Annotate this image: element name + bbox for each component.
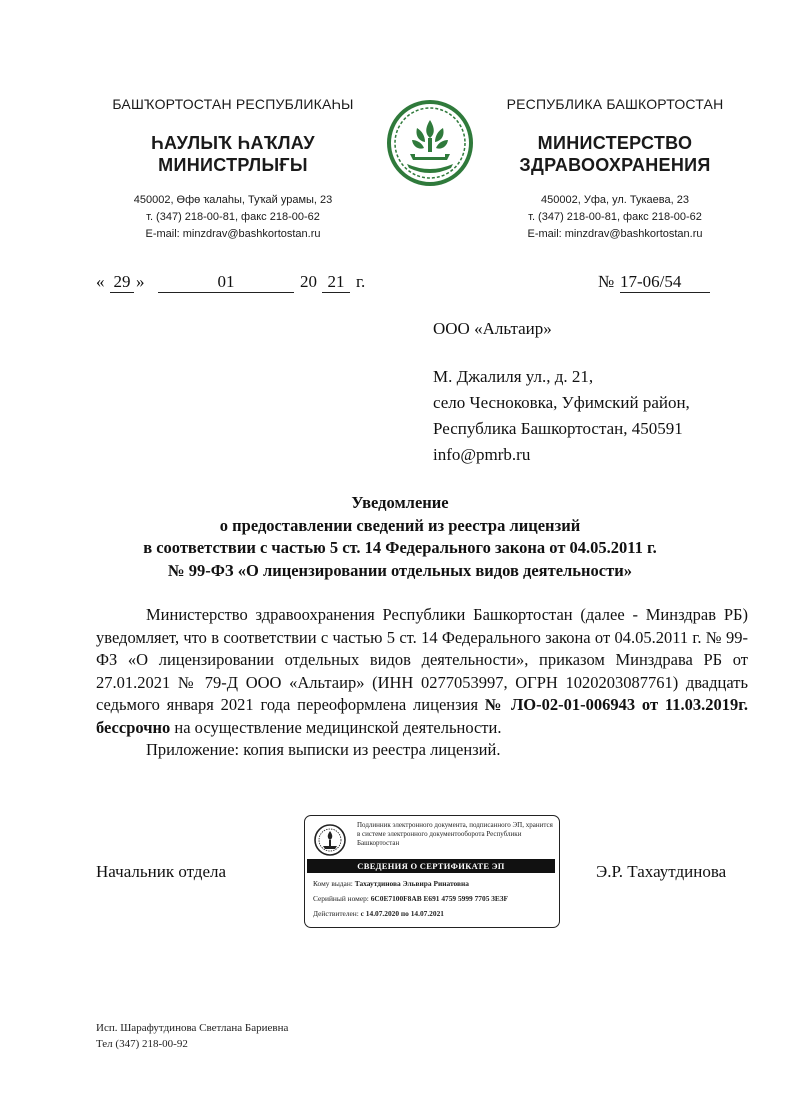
stamp-header-text: Подлинник электронного документа, подписанного ЭП, хранится в системе электронного документооборота Республики Башкортостан bbox=[357, 821, 553, 847]
date-month: 01 bbox=[158, 272, 294, 293]
header-left-email: E-mail: minzdrav@bashkortostan.ru bbox=[145, 228, 321, 240]
body-paragraph-1 bbox=[96, 604, 748, 739]
date-year-suffix: 21 bbox=[322, 272, 350, 293]
date-open-quote: « bbox=[96, 272, 105, 291]
title-line1: Уведомление bbox=[351, 493, 449, 512]
bashkortostan-emblem-icon bbox=[385, 98, 475, 188]
header-right-contacts bbox=[470, 192, 760, 243]
stamp-valid-value: с 14.07.2020 по 14.07.2021 bbox=[360, 909, 444, 918]
stamp-serial-value: 6С0Е7100F8AB E691 4759 5999 7705 3E3F bbox=[370, 894, 509, 903]
recipient-region: Республика Башкортостан, 450591 bbox=[433, 419, 683, 438]
doc-number: 17-06/54 bbox=[620, 272, 710, 293]
executor-footer bbox=[96, 1020, 288, 1052]
stamp-certificate-title: СВЕДЕНИЯ О СЕРТИФИКАТЕ ЭП bbox=[307, 859, 555, 873]
stamp-issued-to bbox=[313, 879, 469, 888]
header-right-ministry-line2: ЗДРАВООХРАНЕНИЯ bbox=[519, 155, 711, 175]
executor-name: Исп. Шарафутдинова Светлана Бариевна bbox=[96, 1022, 289, 1034]
header-left-ministry-line1: ҺАУЛЫҠ ҺАҠЛАУ bbox=[151, 133, 315, 153]
executor-phone: Тел (347) 218-00-92 bbox=[96, 1038, 188, 1050]
header-left-block bbox=[88, 96, 378, 243]
title-line3: в соответствии с частью 5 ст. 14 Федерального закона от 04.05.2011 г. bbox=[143, 538, 657, 557]
recipient-spacer bbox=[433, 342, 773, 364]
stamp-issued-to-label: Кому выдан: bbox=[313, 879, 353, 888]
body-para1-text: Министерство здравоохранения Республики Башкортостан (далее - Минздрав РБ) уведомляет, что в соответствии с частью 5 ст. 14 Федерального закона от 04.05.2011 г. № 99-ФЗ «О лицензировании отдельных видов деятельности», приказом Минздрава РБ от 27.01.2021 № 79-Д ООО «Альтаир» (ИНН 0277053997, ОГРН 1020203087761) двадцать седьмого января 2021 года переоформлена лицензия bbox=[96, 605, 748, 714]
header-right-ministry-line1: МИНИСТЕРСТВО bbox=[537, 133, 693, 153]
recipient-org: ООО «Альтаир» bbox=[433, 319, 552, 338]
header-right-block bbox=[470, 96, 760, 243]
header-left-phone: т. (347) 218-00-81, факс 218-00-62 bbox=[146, 211, 320, 223]
e-signature-stamp bbox=[304, 815, 560, 928]
stamp-serial bbox=[313, 894, 508, 903]
recipient-village: село Чесноковка, Уфимский район, bbox=[433, 393, 690, 412]
stamp-serial-label: Серийный номер: bbox=[313, 894, 369, 903]
header-left-ministry bbox=[88, 132, 378, 176]
recipient-block bbox=[433, 316, 773, 468]
stamp-valid-label: Действителен: bbox=[313, 909, 359, 918]
emblem-small-icon bbox=[313, 822, 347, 858]
header-left-ministry-line2: МИНИСТРЛЫҒЫ bbox=[158, 155, 308, 175]
body-paragraph-2: Приложение: копия выписки из реестра лицензий. bbox=[146, 740, 501, 759]
date-day: 29 bbox=[110, 272, 134, 293]
header-right-phone: т. (347) 218-00-81, факс 218-00-62 bbox=[528, 211, 702, 223]
notice-body bbox=[96, 604, 748, 762]
license-number: № ЛО-02-01-006943 от 11.03.2019г. бессрочно bbox=[96, 695, 748, 737]
stamp-issued-to-value: Тахаутдинова Эльвира Ринатовна bbox=[354, 879, 469, 888]
title-line2: о предоставлении сведений из реестра лицензий bbox=[219, 515, 581, 535]
notice-title bbox=[60, 492, 740, 582]
stamp-validity bbox=[313, 909, 444, 918]
document-dateline bbox=[96, 272, 716, 296]
header-right-address: 450002, Уфа, ул. Тукаева, 23 bbox=[541, 194, 689, 206]
recipient-street: М. Джалиля ул., д. 21, bbox=[433, 367, 594, 386]
header-left-address: 450002, Өфө ҡалаһы, Туҡай урамы, 23 bbox=[133, 194, 333, 206]
signer-position: Начальник отдела bbox=[96, 862, 227, 881]
header-right-email: E-mail: minzdrav@bashkortostan.ru bbox=[527, 228, 703, 240]
title-line4: № 99-ФЗ «О лицензировании отдельных видов деятельности» bbox=[168, 560, 632, 580]
recipient-email: info@pmrb.ru bbox=[433, 445, 531, 464]
date-year-label: г. bbox=[356, 272, 366, 291]
header-left-republic: БАШҠОРТОСТАН РЕСПУБЛИКАҺЫ bbox=[112, 96, 354, 112]
header-right-republic: РЕСПУБЛИКА БАШКОРТОСТАН bbox=[506, 96, 724, 112]
header-left-contacts bbox=[88, 192, 378, 243]
doc-number-label: № bbox=[598, 272, 615, 291]
body-para1-tail: на осуществление медицинской деятельности. bbox=[170, 717, 502, 737]
header-right-ministry bbox=[470, 132, 760, 176]
date-close-quote: » bbox=[136, 272, 145, 291]
signer-name: Э.Р. Тахаутдинова bbox=[596, 862, 727, 881]
date-year-prefix: 20 bbox=[300, 272, 317, 291]
